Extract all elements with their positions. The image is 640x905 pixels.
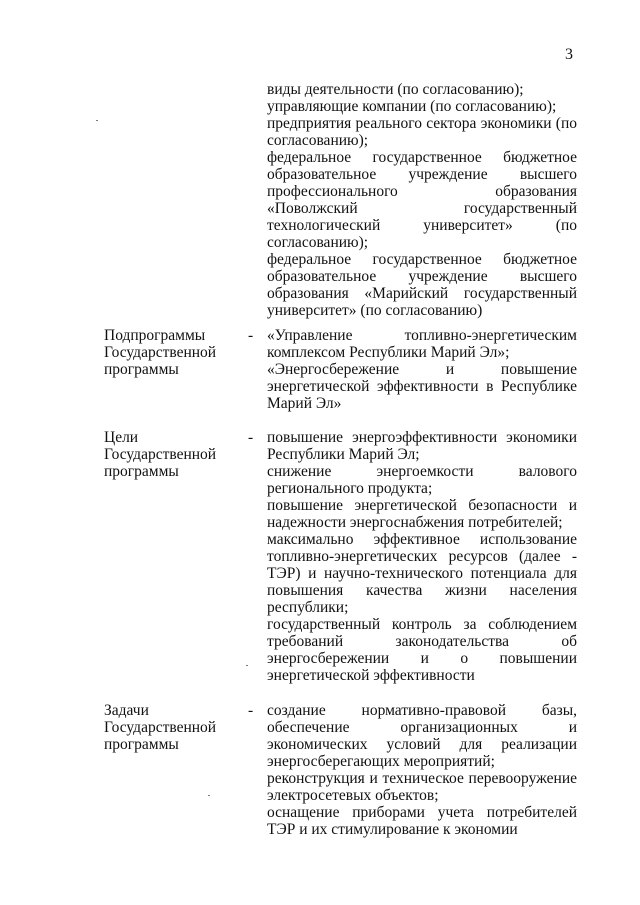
- label-line: программы: [104, 736, 179, 753]
- tasks-content: [267, 702, 577, 838]
- content-item: оснащение приборами учета потребителей ТЭР и их стимулирование к экономии: [267, 804, 577, 838]
- content-item: снижение энергоемкости валового регионального продукта;: [267, 463, 577, 497]
- content-item: предприятия реального сектора экономики (по согласованию);: [267, 115, 577, 149]
- content-item: «Энергосбережение и повышение энергетической эффективности в Республике Марий Эл»: [267, 361, 577, 412]
- subprograms-content: [267, 327, 577, 412]
- content-item: федеральное государственное бюджетное образовательное учреждение высшего образования «Марийский государственный университет» (по согласованию): [267, 251, 577, 319]
- separator-dash: -: [248, 429, 254, 446]
- content-item: государственный контроль за соблюдением требований законодательства об энергосбережении и о повышении энергетической эффективности: [267, 616, 577, 684]
- goals-content: [267, 429, 577, 684]
- scan-speck: [96, 120, 98, 121]
- content-item: создание нормативно-правовой базы, обеспечение организационных и экономических условий для реализации энергосберегающих мероприятий;: [267, 702, 577, 770]
- subprograms-label: [104, 327, 244, 378]
- label-line: Подпрограммы: [104, 327, 206, 344]
- label-line: Государственной: [104, 446, 217, 463]
- label-line: Государственной: [104, 719, 217, 736]
- label-line: Задачи: [104, 702, 149, 719]
- content-item: «Управление топливно-энергетическим комплексом Республики Марий Эл»;: [267, 327, 577, 361]
- scan-speck: [208, 795, 210, 796]
- content-item: виды деятельности (по согласованию);: [267, 81, 524, 98]
- separator-dash: -: [248, 702, 254, 719]
- label-line: программы: [104, 463, 179, 480]
- page-number: 3: [565, 46, 573, 63]
- content-item: федеральное государственное бюджетное образовательное учреждение высшего профессионального образования «Поволжский государственный технологический университет» (по согласованию);: [267, 149, 577, 251]
- scan-speck: [246, 665, 248, 666]
- separator-dash: -: [248, 327, 254, 344]
- label-line: программы: [104, 361, 179, 378]
- continuation-content: [267, 81, 577, 319]
- content-item: управляющие компании (по согласованию);: [267, 98, 557, 115]
- label-line: Государственной: [104, 344, 217, 361]
- content-item: реконструкция и техническое перевооружение электросетевых объектов;: [267, 770, 577, 804]
- tasks-label: [104, 702, 244, 753]
- content-item: повышение энергоэффективности экономики Республики Марий Эл;: [267, 429, 577, 463]
- goals-label: [104, 429, 244, 480]
- content-item: повышение энергетической безопасности и надежности энергоснабжения потребителей;: [267, 497, 577, 531]
- content-item: максимально эффективное использование топливно-энергетических ресурсов (далее - ТЭР) и научно-технического потенциала для повышения качества жизни населения республики;: [267, 531, 577, 616]
- label-line: Цели: [104, 429, 139, 446]
